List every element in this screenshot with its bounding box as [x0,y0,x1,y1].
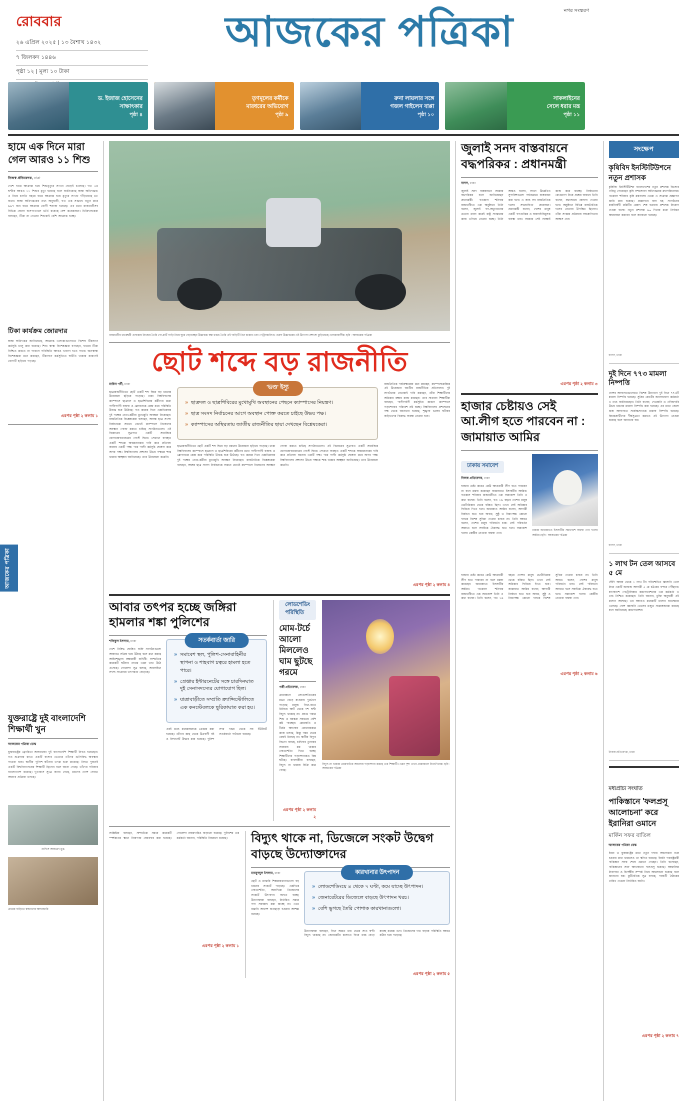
byline: আজকের পত্রিকা ডেস্ক [8,742,37,747]
byline-location: ঢাকা [33,176,41,181]
byline-author: বাসস, [461,180,469,185]
byline-author: মাহফুজুল ইসলাম, [251,871,274,876]
teaser-line1: সাকলাইনের [553,95,580,102]
bullet-marker-icon: » [312,906,315,913]
teaser-line2: মারধরের অভিযোগ [246,103,289,110]
sidebar-item-kicker: মধ্যপ্রাচ্য সংঘাত [608,786,643,793]
lead-photo-gokart [109,141,450,331]
left-column [8,141,103,1101]
masthead [8,6,679,78]
bullet-box-title: সতর্কবার্তা জারি [184,633,249,648]
victim-photo-1 [8,805,98,853]
byline-location: ঢাকা [124,381,131,386]
photo-caption: নাফিস আহমেদ মুগ্ধ [41,846,65,851]
date-hijri: ৭ জিলকদ ১৪৪৬ [16,51,148,65]
bullet-item [174,652,259,675]
bullet-item [312,906,442,914]
bullet-text: লোডশেডিংয়ে ৪ থেকে ৭ ঘণ্টা, কমে যাচ্ছে উৎপাদন। [318,884,424,891]
sidebar-item[interactable] [609,364,679,554]
bullet-marker-icon: » [185,421,188,428]
story-body-us-students: যুক্তরাষ্ট্রের ফ্লোরিডা অঙ্গরাজ্যে দুই বাংলাদেশি শিক্ষার্থী নিহত হয়েছেন। গত শুক্রবার রাতে একটি বাসার ভেতরে তাঁদের গুলিবিদ্ধ অবস্থায় পাওয়া যায়। স্থানীয় পুলিশ ঘটনার তদন্ত শুরু করেছে। নিহত দুজনই একটি বিশ্ববিদ্যালয়ের শিক্ষার্থী ছিলেন বলে জানা গেছে। তাঁদের পরিবার বাংলাদেশে রয়েছে। দূতাবাস সূত্রে জানা গেছে, মরদেহ দেশে ফেরত আনার প্রক্রিয়া চলছে। [8,750,99,780]
sidebar-item-title: পাকিস্তানে 'ফলপ্রসূ আলোচনা' করে ইরানিরা ওমানে [608,797,668,828]
loadshedding-block [273,600,316,822]
teaser-page: পৃষ্ঠা ৪ [129,111,143,118]
sidebar-item-title: ১ লাখ টন তেল আসবে ৫ মে [608,558,676,578]
sidebar-item-source: বাসস, ঢাকা [608,352,622,357]
bullet-item [185,411,370,419]
bullet-marker-icon: » [312,895,315,902]
teaser-line1: তৃণমূলের কর্মীকে [251,95,289,102]
bullet-marker-icon: » [174,652,177,659]
lead-story-bullet-box [177,387,378,440]
story-headline-us-students[interactable]: যুক্তরাষ্ট্রে দুই বাংলাদেশি শিক্ষার্থী খুন [8,713,86,735]
sidebar-item[interactable] [609,158,679,364]
sidebar-item-body: কৃষিবিদ ইনস্টিটিউশন বাংলাদেশের নতুন প্রশাসক হিসেবে দায়িত্ব পেয়েছেন কৃষি সম্প্রসারণ অধিদপ্তরের মহাপরিচালক। গতকাল শনিবার কৃষি মন্ত্রণালয় থেকে এ সংক্রান্ত প্রজ্ঞাপন জারি করা হয়েছে। প্রজ্ঞাপনে বলা হয়, সংগঠনের কার্যনির্বাহী কমিটির মেয়াদ শেষ হওয়ায় প্রশাসক নিয়োগ দেওয়া হলো। নতুন প্রশাসক ৯০ দিনের মধ্যে নির্বাচন আয়োজন করবেন বলে জানানো হয়েছে। [608,184,679,217]
story-headline-militants[interactable]: আবার তৎপর হচ্ছে জঙ্গিরা হামলার শঙ্কা পুলিশের [109,599,237,630]
sidebar-item-title: দুই দিনে ৭৭৩ মামলা নিষ্পত্তি [608,368,667,388]
main-content-grid [8,141,679,1101]
teaser-line1: ড. ইজাজ হোসেনের [97,95,143,102]
jump-line[interactable]: এরপর পৃষ্ঠা ২ কলাম ১ [61,413,99,419]
jump-line[interactable]: এরপর পৃষ্ঠা ২ কলাম ৭ [641,1033,679,1038]
jump-line[interactable]: এরপর পৃষ্ঠা ২ কলাম ৪ [412,581,451,587]
publication-day: রোববার [16,13,62,29]
jump-line[interactable]: এরপর পৃষ্ঠা ২ কলাম ২ [282,807,317,820]
story-body-militants-1: দেশে নিষিদ্ধ ঘোষিত জঙ্গি সংগঠনগুলো আবারও সক্রিয় হয়ে উঠছে বলে মনে করছে আইনশৃঙ্খলা রক্ষাকারী বাহিনী। সাম্প্রতিক কয়েকটি ঘটনার তদন্তে এমন তথ্য উঠে এসেছে। গোয়েন্দা সূত্র বলছে, অনলাইনে সদস্য সংগ্রহের তৎপরতা বেড়েছে। [109,647,162,675]
date-gregorian-bengali: ২৬ এপ্রিল ২০২৫ | ১৩ বৈশাখ ১৪৩২ [16,37,148,51]
story-body-july-charter: জুলাই সনদ বাস্তবায়নে সরকার বদ্ধপরিকর বলে জানিয়েছেন প্রধানমন্ত্রী। গতকাল শনিবার রাজধানীতে এক অনুষ্ঠানে তিনি বলেন, জুলাই গণ-অভ্যুত্থানের চেতনা ধারণ করেই রাষ্ট্র সংস্কারের কাজ এগিয়ে নেওয়া হচ্ছে। তিনি আরও বলেন, সনদে উল্লেখিত সুপারিশগুলো পর্যায়ক্রমে বাস্তবায়ন করা হবে। এ জন্য সব রাজনৈতিক দলের সহযোগিতা প্রয়োজন। প্রধানমন্ত্রী বলেন, দেশের মানুষ একটি গণতান্ত্রিক ও জবাবদিহিমূলক ব্যবস্থা চায়। সরকার সেই লক্ষ্যেই কাজ করে যাচ্ছে। নির্বাচনের রোডম্যাপ নিয়ে প্রশ্নের জবাবে তিনি বলেন, যথাসময়ে ঘোষণা দেওয়া হবে। অনুষ্ঠানে বিভিন্ন রাজনৈতিক দলের নেতারা উপস্থিত ছিলেন। তাঁরা সংস্কার প্রক্রিয়ায় সহযোগিতার আশ্বাস দেন। [461,188,598,221]
byline: আজকের পত্রিকা ডেস্ক [608,843,637,847]
bullet-item [185,400,370,408]
teaser-photo [300,82,361,130]
bullet-text: ছাত্রদল ও ছাত্রশিবিরের মুখোমুখি অবস্থানের পেছনে ক্যাম্পাসের নিয়ন্ত্রণ। [191,399,334,406]
byline-location: ঢাকা [274,871,281,876]
masthead-logo-wrap [148,6,591,56]
teaser-text [507,82,585,130]
jump-line[interactable]: এরপর পৃষ্ঠা ২ কলাম ১ [202,943,240,949]
teaser-photo [154,82,215,130]
bullet-text: গ্রেপ্তার ইন্টারনেটের সঙ্গে চারদিনঘাত দুই সেনাসদস্যের যোগাযোগ ছিল। [180,678,254,693]
sidebar-header: সংক্ষেপ [609,141,679,158]
teaser-line2: সাক্ষাৎকার [119,103,143,110]
story-headline-measles[interactable]: হামে এক দিনে মারা গেল আরও ১১ শিশু [8,142,91,167]
story-body-loadshedding: গ্রামাঞ্চলে লোডশেডিংয়ের মাত্রা বেড়ে যাওয়ায় দুর্ভোগে পড়েছে মানুষ। দিনে-রাতে মিলিয়ে আট থেকে দশ ঘণ্টা বিদ্যুৎ থাকছে না। প্রচণ্ড গরমে শিশু ও বয়স্করা সবচেয়ে বেশি কষ্ট পাচ্ছেন। মোমবাতি ও টর্চের আলোয় কোনোরকমে কাজ চলছে, কিন্তু গরম থেকে রেহাই মিলছে না। স্থানীয় বিদ্যুৎ বিভাগ বলছে, চাহিদার তুলনায় সরবরাহ কম থাকায় লোডশেডিং দিতে হচ্ছে। শিক্ষার্থীদের পড়াশোনায়ও বিঘ্ন ঘটছে। ব্যবসায়ীরা বলছেন, বিদ্যুৎ না থাকায় বিক্রি কমে গেছে। [279,693,317,772]
byline [461,476,527,482]
lead-story-body-right: রাজনৈতিক পর্যবেক্ষকেরা মনে করছেন, ক্যাম্পাসকেন্দ্রিক এই উত্তেজনা জাতীয় রাজনীতির প্রতিফলন। দুই সংগঠনের নেতারাই দাবি করছেন, তাঁরা শিক্ষার্থীদের অধিকার রক্ষায় কাজ করছেন। তবে সাধারণ শিক্ষার্থীরা বলছেন, পাল্টাপাল্টি কর্মসূচির কারণে ক্যাম্পাসে পড়াশোনার পরিবেশ নষ্ট হচ্ছে। বিশ্ববিদ্যালয় প্রশাসনের পক্ষ থেকে জানানো হয়েছে, শৃঙ্খলা ভঙ্গের ঘটনায় জড়িতদের বিরুদ্ধে ব্যবস্থা নেওয়া হবে। [384,381,451,419]
byline-author: পল্লী প্রতিবেদক, [279,685,299,690]
teaser-photo [8,82,69,130]
byline [109,382,171,388]
story-headline-diesel[interactable]: বিদ্যুৎ থাকে না, ডিজেলে সংকট উদ্বেগ বাড়ছে উদ্যোক্তাদের [251,831,434,862]
pages-and-price: পৃষ্ঠা ১২ | মূল্য ১০ টাকা [16,66,148,80]
byline-location: ঢাকা [299,685,306,690]
jump-line[interactable]: এরপর পৃষ্ঠা ২ কলাম ৬ [560,671,598,677]
photo-caption: গ্রামের বাড়িতে স্বজনদের আহাজারি [8,906,49,911]
vertical-brand-tab: আজকের পত্রিকা [0,545,18,592]
teaser-card[interactable] [8,82,148,130]
sidebar-item-subtitle: মার্কিন সফর বাতিল [608,833,651,839]
sidebar-item-title: কৃষিবিদ ইনস্টিটিউশনে নতুন প্রশাসক [608,163,672,182]
sidebar-item-iran[interactable] [609,772,679,1044]
lead-photo-caption: রাজধানীর ঢাকেশ্বরী এলাকায় নিজের তৈরি গো-কার্ট গাড়ি নিয়ে ঘুরে বেড়াচ্ছেন উদ্ভাবক। স্বল্প খরচে তৈরি এই গাড়িটি তিন চাকার এবং পেট্রলচালিত। তরুণ উদ্ভাবকের এই উদ্যোগ প্রশংসা কুড়িয়েছে এলাকাবাসীর। ছবি : আজকের পত্রিকা [109,333,372,337]
byline-author: রাকিব পর্বী, [109,381,124,386]
sidebar-item-body: সৌদি আরব থেকে ১ লাখ টন পরিশোধিত জ্বালানি তেল নিয়ে একটি জাহাজ আগামী ৫ মে চট্টগ্রাম বন্দরে পৌঁছাবে। বাংলাদেশ পেট্রোলিয়াম করপোরেশনের এক কর্মকর্তা এ তথ্য নিশ্চিত করেছেন। তিনি জানান, চুক্তি অনুযায়ী এই চালান আসছে। এর আগেও কয়েকটি চালান যথাসময়ে এসেছে। দেশে জ্বালানি তেলের মজুত সন্তোষজনক রয়েছে বলে জানিয়েছে করপোরেশন। [608,580,679,613]
sidebar-item-body: দেশের আদালতগুলোতে বিশেষ উদ্যোগে দুই দিনে ৭৭৩টি মামলা নিষ্পত্তি হয়েছে। সুপ্রিম কোর্টের জনসংযোগ কর্মকর্তা এ তথ্য জানিয়েছেন। তিনি বলেন, দেওয়ানি ও ফৌজদারি উভয় ধরনের মামলা নিষ্পত্তি করা হয়েছে। এর মধ্যে জেলা জজ আদালতে সর্বোচ্চসংখ্যক মামলা নিষ্পত্তি হয়েছে। বিচারপ্রার্থীদের দীর্ঘসূত্রতা কমাতে এই উদ্যোগ নেওয়া হয়েছে বলে জানানো হয়। [608,390,679,423]
teaser-card[interactable] [445,82,585,130]
story-headline-jamaat[interactable]: হাজার চেষ্টায়ও সেই আ.লীগ হতে পারবেন না : জামায়াত আমির [461,398,586,445]
photo-jamaat-amir [532,454,598,526]
teaser-line2: গজল গাইলেন বাপ্পা [390,103,435,110]
bullet-marker-icon: » [185,399,188,406]
sidebar-summary [603,141,679,1101]
photo-caption: ঢাকায় জামায়াতে ইসলামীর সমাবেশে বক্তব্য দেন দলের আমির। ছবি : আজকের পত্রিকা [532,528,598,537]
teaser-page: পৃষ্ঠা ৯ [275,111,289,118]
sidebar-item-source: নিজস্ব প্রতিবেদক, ঢাকা [608,750,635,755]
teaser-line2: সেলে ধরার মন্ত্র [546,103,580,110]
story-body-jamaat-1: হাজার চেষ্টা করেও কেউ আওয়ামী লীগ হতে পারবেন না বলে মন্তব্য করেছেন জামায়াতে ইসলামীর আমির। গতকাল শনিবার রাজধানীতে এক সমাবেশে তিনি এ কথা বলেন। তিনি বলেন, গত ১৬ বছরে দেশের মানুষ ভোটাধিকার থেকে বঞ্চিত ছিল। এখন সেই অধিকার ফিরিয়ে দিতে হবে। জামায়াত আমির বলেন, আগামী নির্বাচন হতে হবে অবাধ, সুষ্ঠু ও নিরপেক্ষ। কোনো দলকে বিশেষ সুবিধা দেওয়া চলবে না। তিনি আরও বলেন, দেশের মানুষ পরিবর্তন চায়। সেই পরিবর্তন আনতে হলে সবাইকে ঐক্যবদ্ধ হতে হবে। সমাবেশে দলের কেন্দ্রীয় নেতারা বক্তব্য দেন। [461,484,528,535]
factory-output-bullet-box [304,871,450,924]
photo-mourning-family [8,857,98,905]
bullet-box-title: 'ভণ্ড' ইস্যু [253,381,303,396]
byline-author: নিজস্ব প্রতিবেদক, [8,176,33,181]
newspaper-title: আজকের পত্রিকা [225,8,514,55]
bullet-text: সমাবেশ স্থল, পুলিশ-সেনাবাহিনীর স্থাপনা ও শাহবাগ চত্বরে হামলা হতে পারে। [180,652,251,674]
byline [279,685,316,691]
teaser-text [361,82,439,130]
byline-author: নিজস্ব প্রতিবেদক, [461,476,484,481]
bullet-item [312,895,442,903]
sidebar-item[interactable] [609,554,679,762]
bullet-text: ছাত্র সংসদ নির্বাচনের আগে অবস্থান পোক্ত করতে চাইছে উভয় পক্ষ। [191,410,326,417]
teaser-text [69,82,147,130]
subhead-vaccination: টিকা কার্যক্রম জোরদার [8,328,68,336]
bullet-marker-icon: » [312,884,315,891]
story-headline-loadshedding[interactable]: মোম-টর্চে আলো মিললেও ঘাম ছুটছে গরমে [279,622,313,678]
story-body-diesel-1: ছোট ও মাঝারি শিল্পকারখানাগুলো বড় ধরনের সংকটে পড়েছে। একদিকে লোডশেডিং, অন্যদিকে ডিজেলের সংকটে উৎপাদন ব্যাহত হচ্ছে। উদ্যোক্তারা বলছেন, নির্ধারিত সময়ে পণ্য সরবরাহ করা যাচ্ছে না। এতে রপ্তানি আদেশ হাতছাড়া হওয়ার আশঙ্কা রয়েছে। [251,879,300,916]
bullet-text: জেনারেটরের ডিজেলে বাড়ছে উৎপাদন খরচ। [318,895,409,902]
middle-column [103,141,455,1101]
teaser-line1: রুনা লায়লার সঙ্গে [394,95,435,102]
teaser-card[interactable] [154,82,294,130]
sidebar-item-body: ইরান ও যুক্তরাষ্ট্রের মধ্যে নতুন দফার আলোচনা শুরু হওয়ার কথা থাকলেও তা স্থগিত হয়েছে। ইরানি পররাষ্ট্রমন্ত্রী পাকিস্তান সফর শেষে ওমানে গেছেন। তিনি বলেছেন, পাকিস্তানের সঙ্গে আলোচনা ফলপ্রসূ হয়েছে। আঞ্চলিক নিরাপত্তা ও দ্বিপক্ষীয় সম্পর্ক নিয়ে আলোচনা হয়েছে বলে জানানো হয়। কূটনৈতিক সূত্র বলছে, পরবর্তী বৈঠকের তারিখ এখনো নির্ধারিত হয়নি। [608,851,679,883]
bullet-item [174,697,259,712]
story-body-militants-2: এরই মধ্যে কয়েকজনকে গ্রেপ্তার করা হয়েছে। তাঁদের কাছ থেকে উগ্রবাদী বই ও লিফলেট উদ্ধার করা হয়েছে। পুলিশ সদর দপ্তর থেকে সব ইউনিটে সতর্কবার্তা পাঠানো হয়েছে। [166,727,268,741]
bullet-marker-icon: » [174,697,177,704]
byline [8,175,98,182]
story-body-measles: দেশে হামে আক্রান্ত হয়ে শিশুমৃত্যুর সংখ্যা বেড়েই চলেছে। গত ২৪ ঘণ্টায় আরও ১১ শিশুর মৃত্যু হয়েছে বলে জানিয়েছে স্বাস্থ্য অধিদপ্তর। এ নিয়ে চলতি বছরে হামে আক্রান্ত হয়ে মৃত্যুর সংখ্যা দাঁড়িয়েছে ৪৮ জনে। স্বাস্থ্য অধিদপ্তরের তথ্য অনুযায়ী, গত এক সপ্তাহে নতুন করে ৬৯৭ জন হামে আক্রান্ত রোগী শনাক্ত হয়েছে। এর মধ্যে রাজধানীসহ বিভিন্ন জেলা হাসপাতালে ভর্তি রয়েছে বেশ কয়েকজন। চিকিৎসকেরা বলছেন, টিকা না নেওয়া শিশুরাই বেশি আক্রান্ত হচ্ছে। [8,184,99,219]
photo-caption: বিদ্যুৎ না থাকায় মোমবাতির আলোয় পড়াশোনা করছে এক শিক্ষার্থী। এমন দৃশ্য এখন গ্রামাঞ্চলে নিত্যদিনের। ছবি : আজকের পত্রিকা [322,761,451,770]
edition-label: নগর সংস্করণ [563,8,589,14]
bullet-item [174,679,259,694]
teaser-strip [8,82,585,130]
story-kicker: লোডশেডিং পরিস্থিতি [279,600,316,620]
byline [109,639,161,645]
teaser-photo [445,82,506,130]
bullet-marker-icon: » [174,678,177,685]
teaser-card[interactable] [300,82,440,130]
right-news-column [455,141,603,1101]
bullet-text: বেশি ভুগছে তৈরি পোশাক কারখানাগুলো। [318,906,402,913]
story-body-diesel-2: উদ্যোক্তারা বলছেন, দিনে অন্তত চার থেকে সাত ঘণ্টা বিদ্যুৎ থাকছে না। জেনারেটর চালাতে গিয়ে খরচ বেড়ে যাচ্ছে কয়েক গুণ। ডিজেলের দাম বাড়ায় পরিস্থিতি আরও কঠিন হয়ে পড়েছে। [304,928,451,938]
byline-author: শফিকুল ইসলাম, [109,639,130,644]
teaser-page: পৃষ্ঠা ১০ [417,111,435,118]
jump-line[interactable]: এরপর পৃষ্ঠা ২ কলাম ৩ [560,380,598,386]
byline-location: ঢাকা [469,180,476,185]
bullet-text: ক্যাম্পাসের অস্থিরতায় জাতীয় রাজনীতির ছায়া দেখছেন বিশ্লেষকেরা। [191,421,328,428]
sidebar-item-source: বাসস, ঢাকা [608,542,622,547]
story-body-jamaat-2: হাজার চেষ্টা করেও কেউ আওয়ামী লীগ হতে পারবেন না বলে মন্তব্য করেছেন জামায়াতে ইসলামীর আমির। গতকাল শনিবার রাজধানীতে এক সমাবেশে তিনি এ কথা বলেন। তিনি বলেন, গত ১৬ বছরে দেশের মানুষ ভোটাধিকার থেকে বঞ্চিত ছিল। এখন সেই অধিকার ফিরিয়ে দিতে হবে। জামায়াত আমির বলেন, আগামী নির্বাচন হতে হবে অবাধ, সুষ্ঠু ও নিরপেক্ষ। কোনো দলকে বিশেষ সুবিধা দেওয়া চলবে না। তিনি আরও বলেন, দেশের মানুষ পরিবর্তন চায়। সেই পরিবর্তন আনতে হলে সবাইকে ঐক্যবদ্ধ হতে হবে। সমাবেশে দলের কেন্দ্রীয় নেতারা বক্তব্য দেন। [461,573,598,601]
bullet-item [185,422,370,430]
victim-photos [8,805,98,853]
byline [461,181,598,187]
photo-student-candlelight [322,600,450,760]
story-kicker: ঢাকায় সমাবেশ [461,461,504,473]
bullet-marker-icon: » [185,410,188,417]
lead-story-body-mid: ছাত্ররাজনীতিতে ছোট একটি শব্দ ঘিরে বড় ধরনের উত্তেজনা ছড়িয়ে পড়েছে। ঢাকা বিশ্ববিদ্যালয় ক্যাম্পাসে ছাত্রদল ও ছাত্রশিবিরের কর্মীদের মধ্যে পাল্টাপাল্টি বক্তব্য ও স্লোগানকে কেন্দ্র করে পরিস্থিতি উত্তপ্ত হয়ে উঠেছে। গত কয়েক দিনে একাধিকবার দুই পক্ষের নেতা-কর্মীরা মুখোমুখি অবস্থান নিয়েছেন। রাজনৈতিক বিশ্লেষকেরা বলছেন, আসন্ন ছাত্র সংসদ নির্বাচনকে সামনে রেখেই ক্যাম্পাসে নিজেদের অবস্থান পোক্ত করতে চাইছে সংগঠনগুলো। এই বিরোধের সূত্রপাত একটি সামাজিক যোগাযোগমাধ্যমের পোস্ট ঘিরে। সেখানে ব্যবহৃত একটি শব্দকে অবমাননাকর দাবি করে প্রতিবাদ জানায় একটি পক্ষ। পরে পাল্টা কর্মসূচি ঘোষণা করে অপর পক্ষ। বিশ্ববিদ্যালয় প্রশাসন উভয় পক্ষকে শান্ত থাকার আহ্বান জানিয়েছে। তবে উত্তেজনা কমেনি। [177,444,379,467]
lead-story-body-left: ছাত্ররাজনীতিতে ছোট একটি শব্দ ঘিরে বড় ধরনের উত্তেজনা ছড়িয়ে পড়েছে। ঢাকা বিশ্ববিদ্যালয় ক্যাম্পাসে ছাত্রদল ও ছাত্রশিবিরের কর্মীদের মধ্যে পাল্টাপাল্টি বক্তব্য ও স্লোগানকে কেন্দ্র করে পরিস্থিতি উত্তপ্ত হয়ে উঠেছে। গত কয়েক দিনে একাধিকবার দুই পক্ষের নেতা-কর্মীরা মুখোমুখি অবস্থান নিয়েছেন। রাজনৈতিক বিশ্লেষকেরা বলছেন, আসন্ন ছাত্র সংসদ নির্বাচনকে সামনে রেখেই ক্যাম্পাসে নিজেদের অবস্থান পোক্ত করতে চাইছে সংগঠনগুলো। এই বিরোধের সূত্রপাত একটি সামাজিক যোগাযোগমাধ্যমের পোস্ট ঘিরে। সেখানে ব্যবহৃত একটি শব্দকে অবমাননাকর দাবি করে প্রতিবাদ জানায় একটি পক্ষ। পরে পাল্টা কর্মসূচি ঘোষণা করে অপর পক্ষ। বিশ্ববিদ্যালয় প্রশাসন উভয় পক্ষকে শান্ত থাকার আহ্বান জানিয়েছে। তবে উত্তেজনা কমেনি। [109,389,172,459]
story-body-measles-2: স্বাস্থ্য অধিদপ্তর জানিয়েছে, আক্রান্ত এলাকাগুলোতে বিশেষ টিকাদান কর্মসূচি চালু করা হয়েছে। শিশু স্বাস্থ্য বিশেষজ্ঞরা বলছেন, হামের টিকা নিশ্চিত করতে না পারলে পরিস্থিতি আরও খারাপ হতে পারে। জনস্বাস্থ্য বিশেষজ্ঞরা মনে করছেন, টিকাদান কর্মসূচিতে ঘাটতি থাকার কারণেই রোগটি ছড়িয়ে পড়ছে। [8,339,99,364]
lead-story-headline[interactable]: ছোট শব্দে বড় রাজনীতি [151,347,408,378]
story-body-militants-3: সংশ্লিষ্টরা বলছেন, সাম্প্রতিক সময়ে কয়েকটি স্পর্শকাতর স্থানে নিরাপত্তা জোরদার করা হয়েছে। গোয়েন্দা নজরদারিও বাড়ানো হয়েছে। পুলিশের এক কর্মকর্তা জানান, পরিস্থিতি নিয়ন্ত্রণে রয়েছে। [109,831,240,841]
bullet-box-title: কারখানার উৎপাদন [341,865,413,880]
byline-location: ঢাকা [484,476,490,481]
teaser-text [215,82,293,130]
bullet-item [312,884,442,892]
militants-bullet-box [166,639,267,723]
teaser-page: পৃষ্ঠা ১১ [563,111,580,118]
story-headline-july-charter[interactable]: জুলাই সনদ বাস্তবায়নে বদ্ধপরিকর : প্রধানমন্ত্রী [461,141,568,171]
bullet-text: যাত্রাবাড়ীতে সম্প্রতি ক্র্যান্সিস্টোলিতে এক কনস্টেবলকে ছুরিকাঘাত করা হয়। [180,697,255,712]
byline-location: ঢাকা [130,639,137,644]
jump-line[interactable]: এরপর পৃষ্ঠা ২ কলাম ৫ [412,970,451,976]
byline [251,871,299,877]
